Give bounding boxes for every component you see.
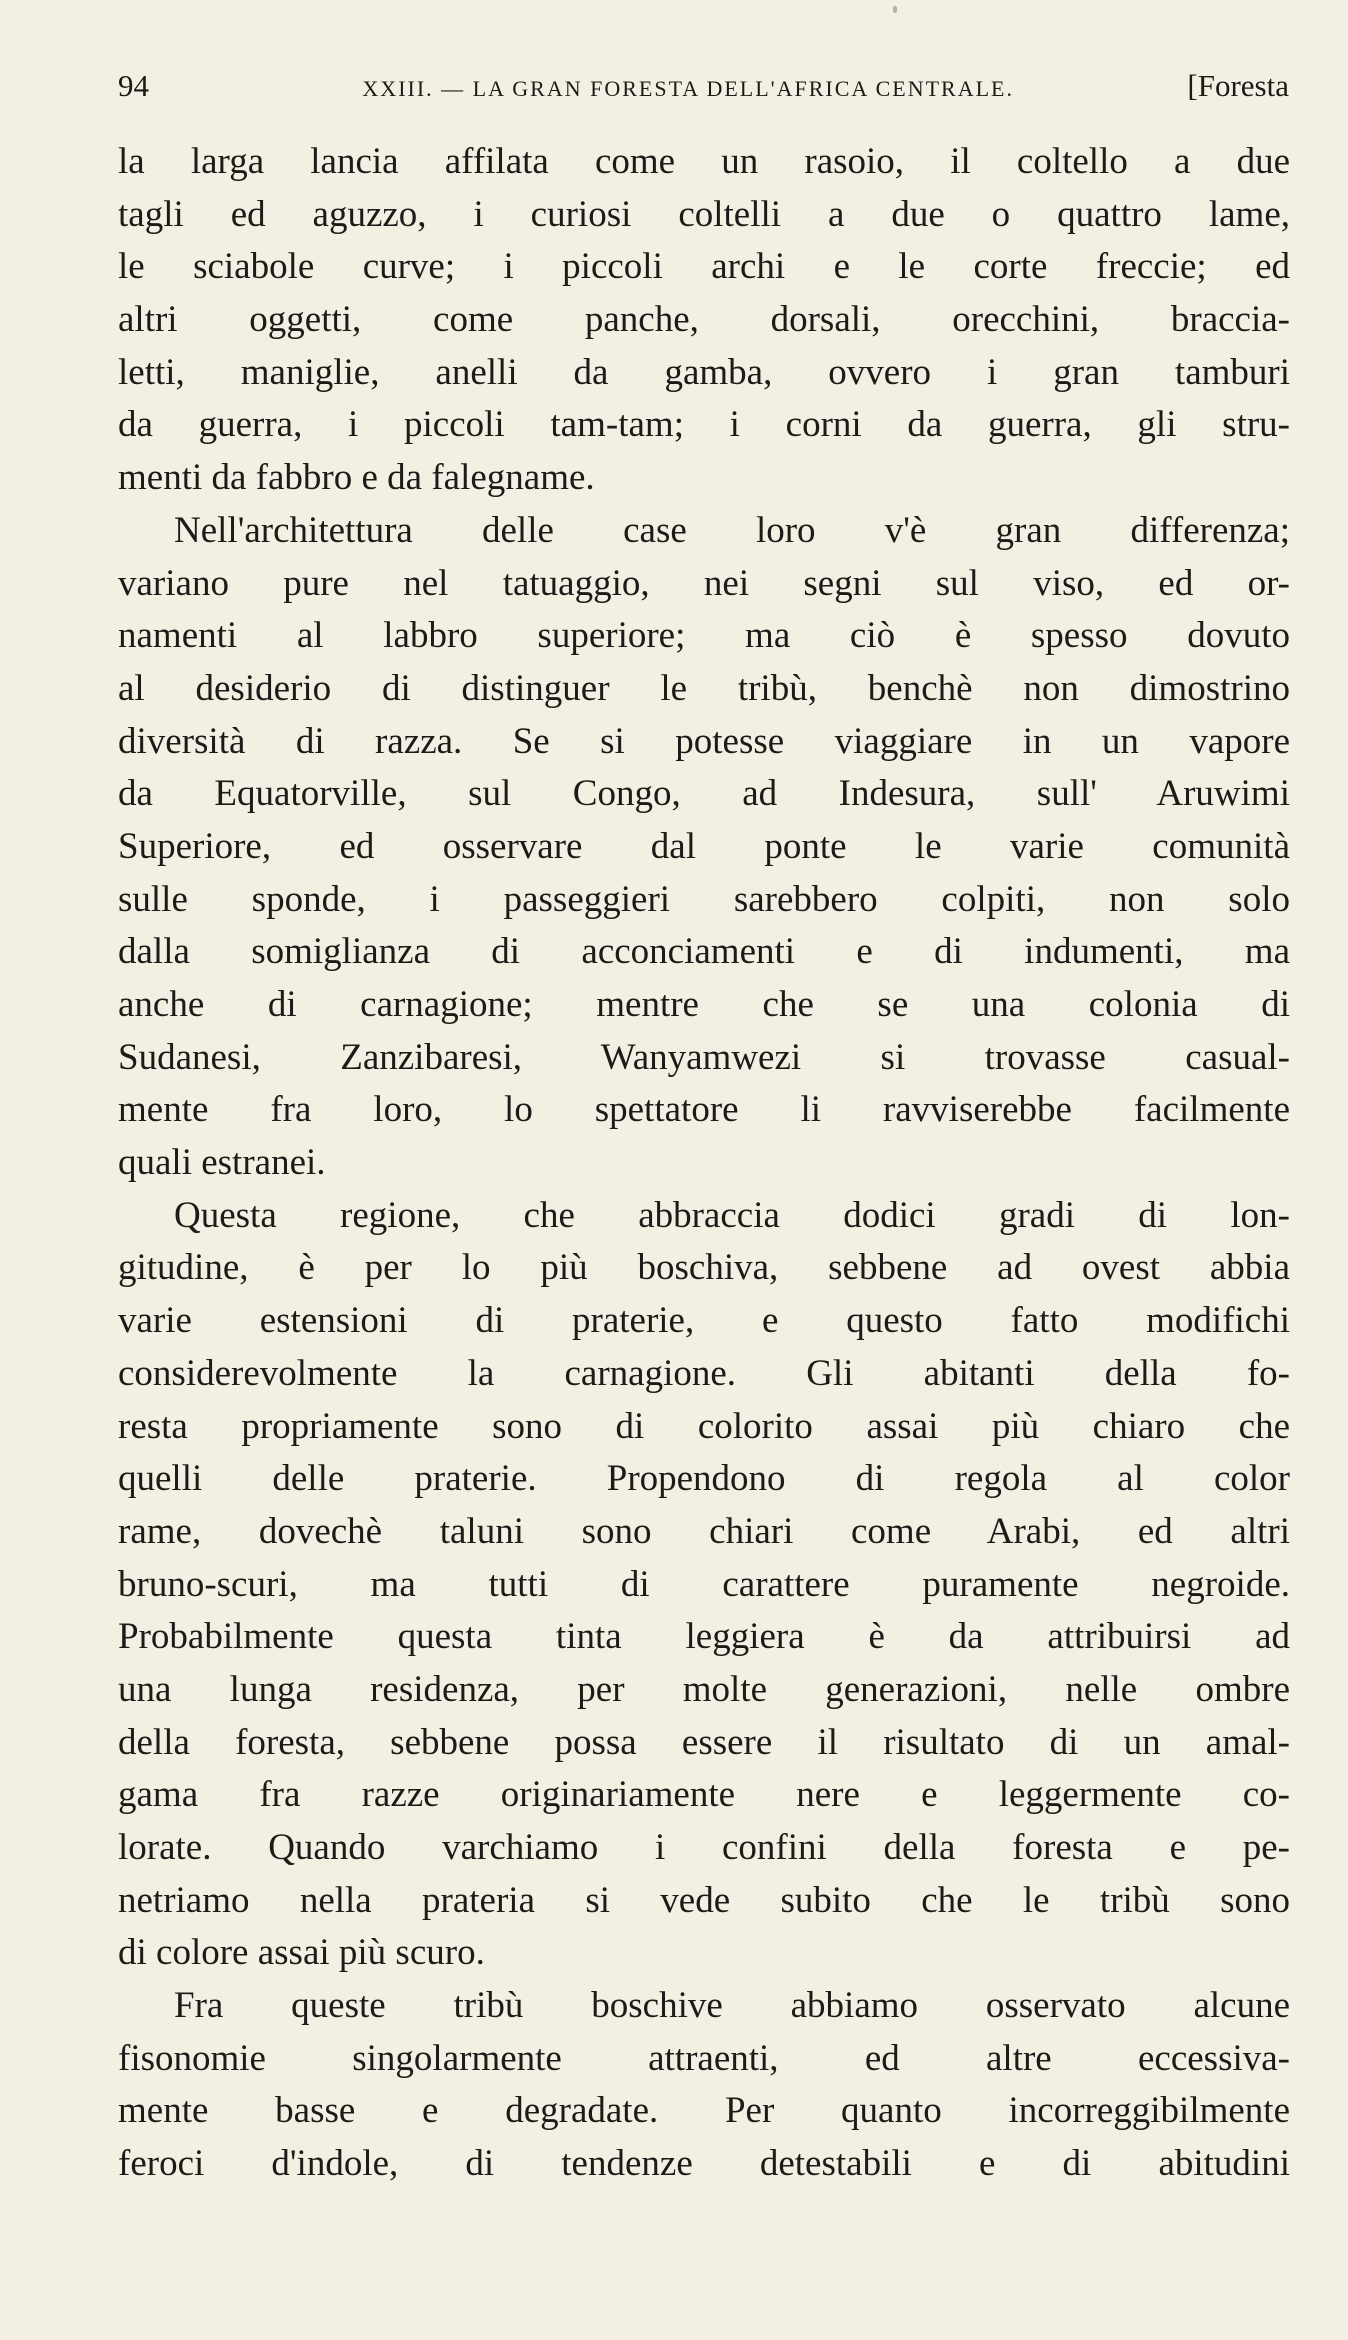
text-line: anche di carnagione; mentre che se una colonia di [118,984,1290,1025]
running-title: XXIII. — LA GRAN FORESTA DELL'AFRICA CENTRALE. [362,76,1014,101]
side-note: [Foresta [1187,68,1289,103]
text-line: varie estensioni di praterie, e questo fatto modifichi [118,1300,1290,1342]
text-line: rame, dovechè taluni sono chiari come Arabi, ed altri [118,1510,1290,1552]
text-line: Nell'architettura delle case loro v'è gran differenza; [174,509,1290,551]
text-line: considerevolmente la carnagione. Gli abitanti della fo- [118,1352,1290,1394]
text-line: da guerra, i piccoli tam-tam; i corni da guerra, gli stru- [118,404,1290,446]
text-line: della foresta, sebbene possa essere il risultato di un amal- [118,1721,1290,1763]
text-line: resta propriamente sono di colorito assai più chiaro che [118,1405,1290,1447]
text-line: una lunga residenza, per molte generazioni, nelle ombre [118,1668,1290,1710]
text-line: variano pure nel tatuaggio, nei segni sul viso, ed or- [118,562,1290,604]
text-line: bruno-scuri, ma tutti di carattere puramente negroide. [118,1563,1290,1605]
body-text [118,136,1290,2191]
text-line: lorate. Quando varchiamo i confini della foresta e pe- [118,1827,1290,1868]
text-line: al desiderio di distinguer le tribù, benchè non dimostrino [118,667,1290,709]
text-line: dalla somiglianza di acconciamenti e di indumenti, ma [118,931,1290,973]
text-line: quali estranei. [118,1142,326,1184]
text-line: mente fra loro, lo spettatore li ravviserebbe facilmente [118,1089,1290,1131]
text-line: da Equatorville, sul Congo, ad Indesura, sull' Aruwimi [118,773,1290,815]
text-line: di colore assai più scuro. [118,1932,485,1974]
text-line: quelli delle praterie. Propendono di regola al color [118,1458,1290,1500]
text-line: Questa regione, che abbraccia dodici gradi di lon- [174,1194,1290,1236]
text-line: gitudine, è per lo più boschiva, sebbene ad ovest abbia [118,1247,1290,1289]
text-line: sulle sponde, i passeggieri sarebbero colpiti, non solo [118,878,1290,920]
text-line: gama fra razze originariamente nere e leggermente co- [118,1774,1290,1816]
text-line: menti da fabbro e da falegname. [118,457,595,499]
paper-speck [893,6,897,13]
text-line: mente basse e degradate. Per quanto incorreggibilmente [118,2090,1290,2132]
text-line: altri oggetti, come panche, dorsali, orecchini, braccia- [118,299,1290,341]
page-number: 94 [118,68,149,103]
text-line: netriamo nella prateria si vede subito che le tribù sono [118,1879,1290,1921]
text-line: Sudanesi, Zanzibaresi, Wanyamwezi si trovasse casual- [118,1036,1290,1078]
text-line: feroci d'indole, di tendenze detestabili e di abitudini [118,2143,1290,2185]
text-line: Superiore, ed osservare dal ponte le varie comunità [118,825,1290,867]
text-line: fisonomie singolarmente attraenti, ed altre eccessiva- [118,2037,1290,2079]
text-line: le sciabole curve; i piccoli archi e le corte freccie; ed [118,246,1290,288]
text-line: diversità di razza. Se si potesse viaggiare in un vapore [118,720,1290,762]
text-line: namenti al labbro superiore; ma ciò è spesso dovuto [118,615,1290,657]
text-line: tagli ed aguzzo, i curiosi coltelli a due o quattro lame, [118,193,1290,235]
text-line: Fra queste tribù boschive abbiamo osservato alcune [174,1985,1290,2027]
running-header [118,68,1289,112]
text-line: Probabilmente questa tinta leggiera è da attribuirsi ad [118,1616,1290,1658]
text-line: la larga lancia affilata come un rasoio, il coltello a due [118,141,1290,182]
text-line: letti, maniglie, anelli da gamba, ovvero i gran tamburi [118,351,1290,393]
